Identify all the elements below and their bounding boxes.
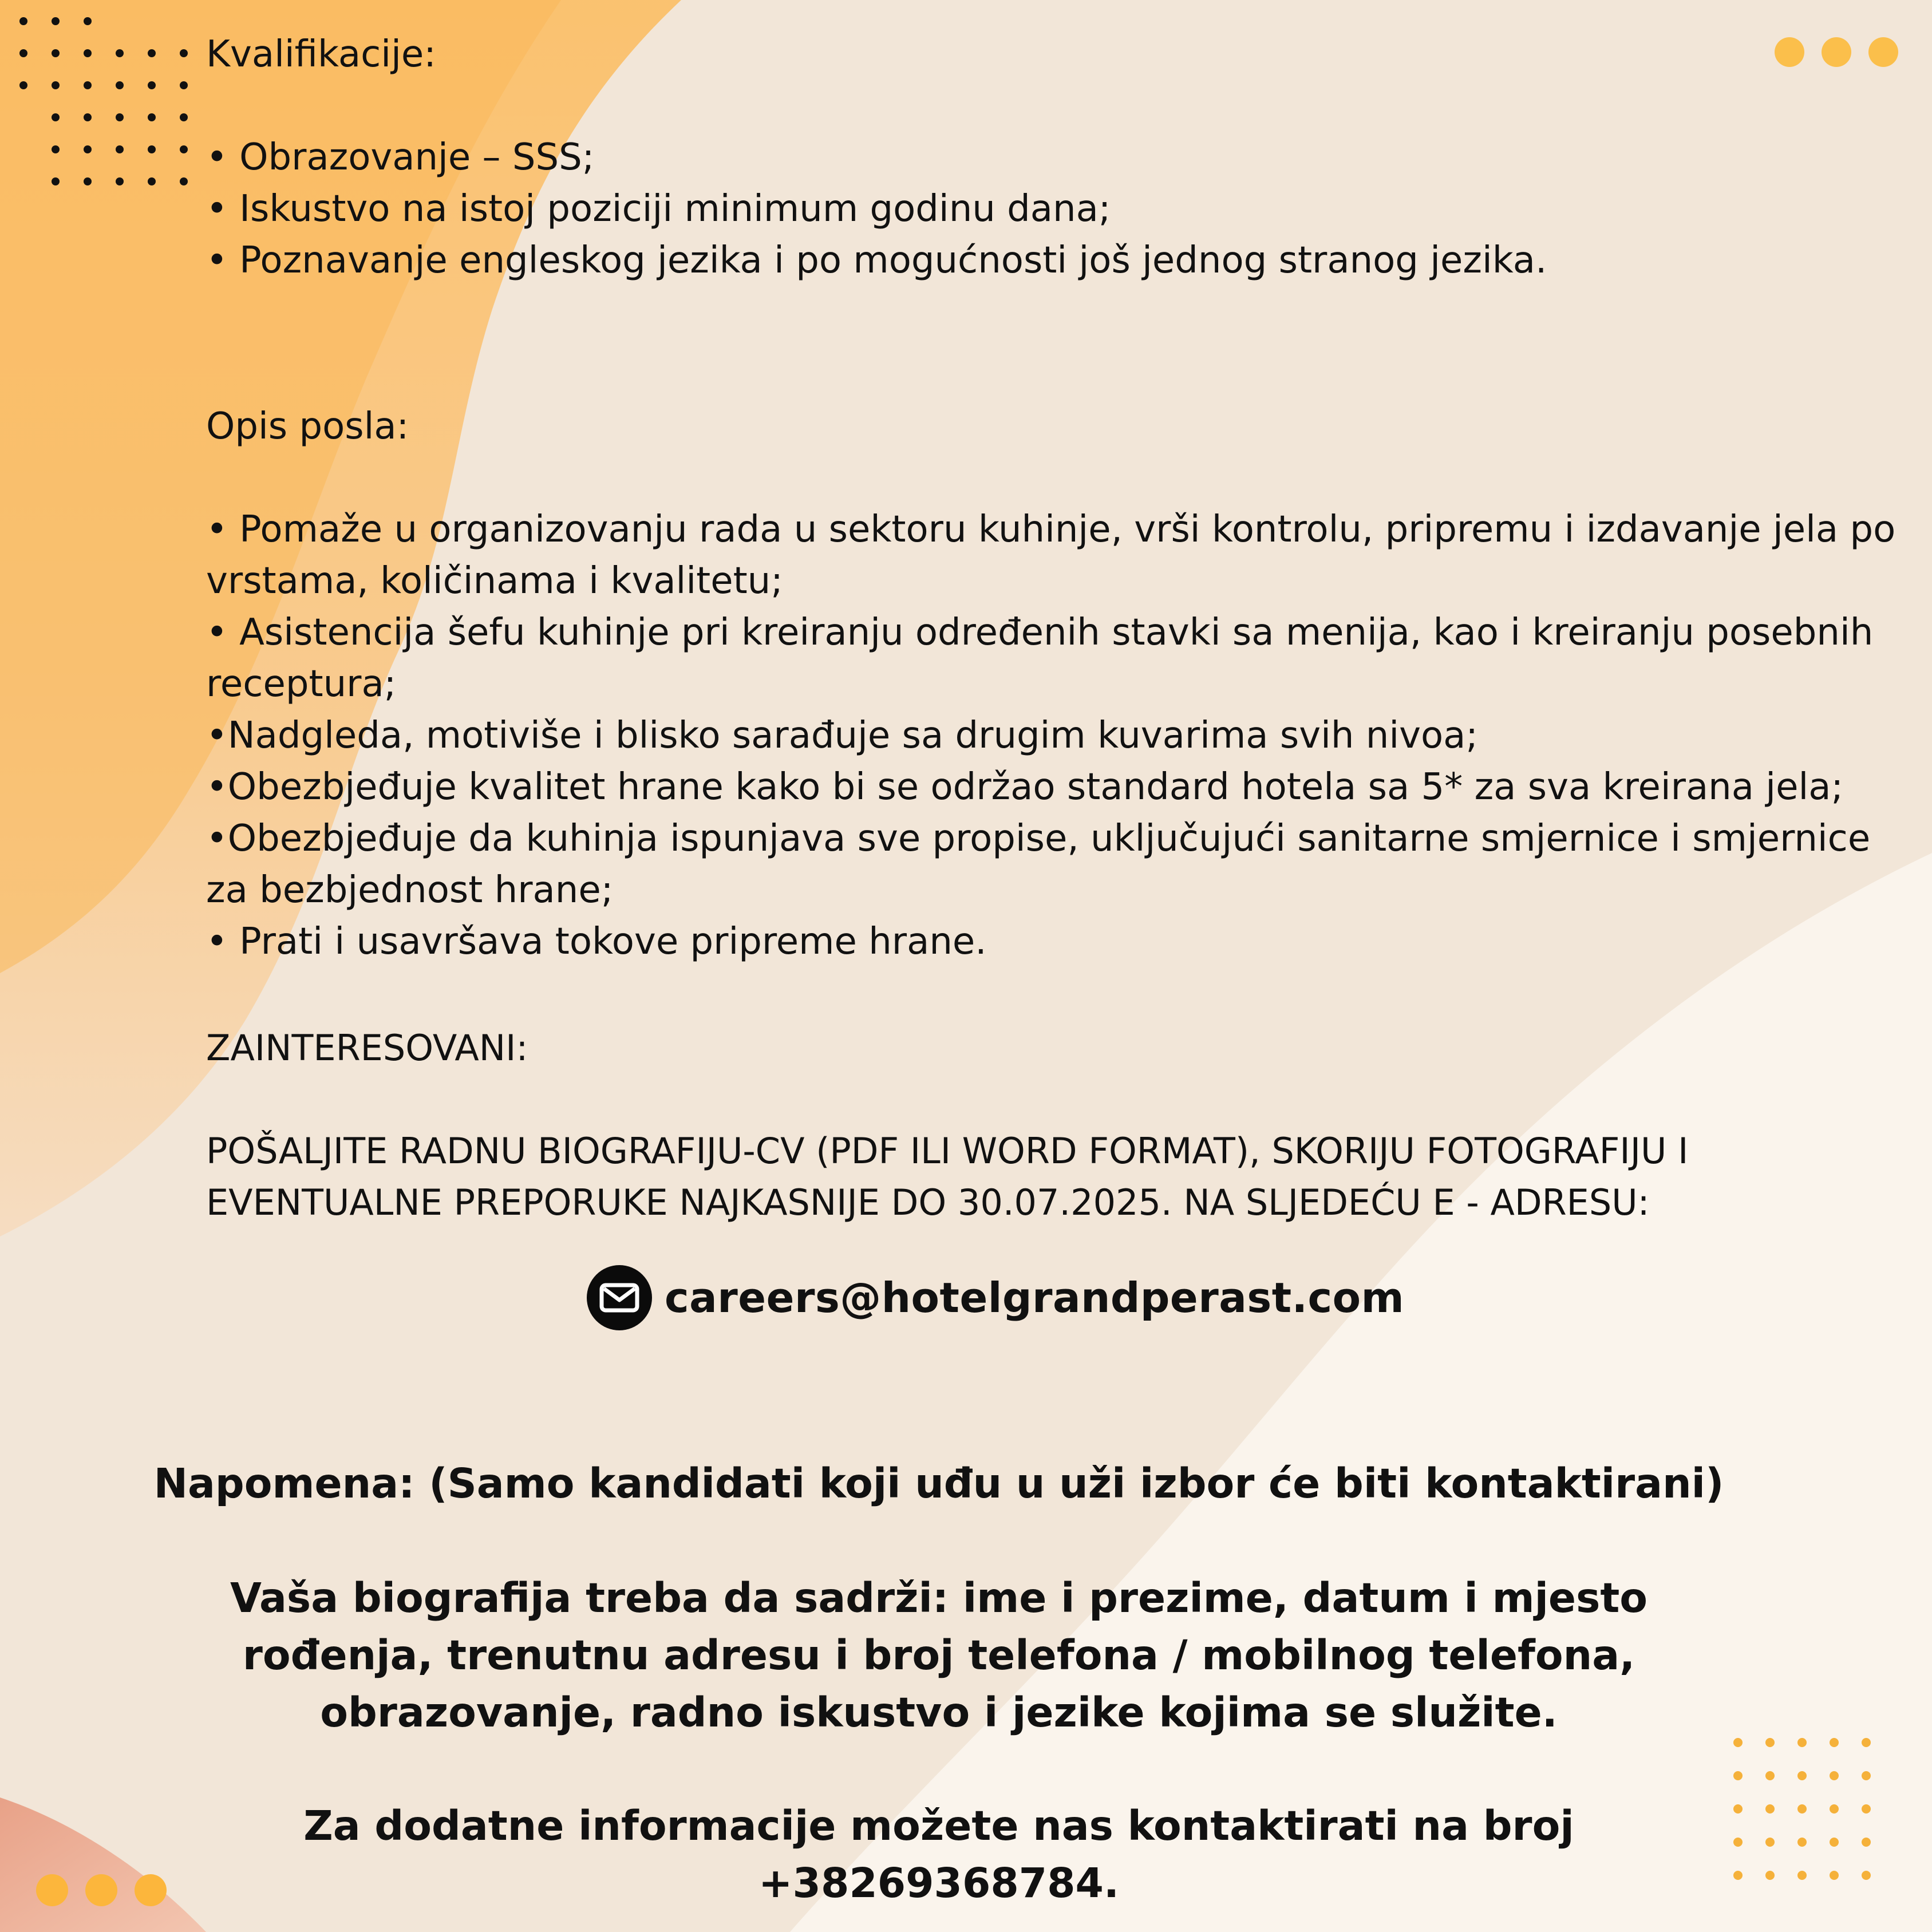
list-item: •Obezbjeđuje kvalitet hrane kako bi se održao standard hotela sa 5* za sva kreirana jela; — [206, 766, 1843, 808]
contact-phone-info: Za dodatne informacije možete nas kontaktirati na broj +38269368784. — [303, 1802, 1574, 1907]
shortlist-note: Napomena: (Samo kandidati koji uđu u uži izbor će biti kontaktirani) — [153, 1460, 1724, 1507]
application-instructions: POŠALJITE RADNU BIOGRAFIJU-CV (PDF ILI WORD FORMAT), SKORIJU FOTOGRAFIJU I EVENTUALNE PREPORUKE NAJKASNIJE DO 30.07.2025. NA SLJEDEĆU E - ADRESU: — [206, 1130, 1689, 1223]
dot-pattern-bottom-right — [1733, 1738, 1871, 1880]
list-item: • Poznavanje engleskog jezika i po mogućnosti još jednog stranog jezika. — [206, 239, 1547, 282]
interested-heading: ZAINTERESOVANI: — [206, 1027, 528, 1069]
mail-icon — [587, 1265, 652, 1330]
list-item: •Nadgleda, motiviše i blisko sarađuje sa drugim kuvarima svih nivoa; — [206, 714, 1478, 757]
dot-pattern-top-left — [19, 17, 189, 187]
email-contact[interactable] — [587, 1265, 1404, 1330]
qualifications-heading: Kvalifikacije: — [206, 33, 436, 76]
job-description-heading: Opis posla: — [206, 405, 409, 448]
qualifications-list — [206, 132, 1901, 286]
job-posting-content — [206, 29, 1901, 1228]
list-item: • Iskustvo na istoj poziciji minimum godinu dana; — [206, 188, 1111, 230]
job-description-list — [206, 504, 1901, 967]
list-item: • Prati i usavršava tokove pripreme hrane. — [206, 920, 987, 963]
email-address-link[interactable]: careers@hotelgrandperast.com — [665, 1274, 1405, 1322]
cv-requirements: Vaša biografija treba da sadrži: ime i prezime, datum i mjesto rođenja, trenutnu adresu i broj telefona / mobilnog telefona, obrazovanje, radno iskustvo i jezike kojima se služite. — [230, 1574, 1648, 1736]
list-item: • Asistencija šefu kuhinje pri kreiranju određenih stavki sa menija, kao i kreiranju posebnih receptura; — [206, 611, 1874, 705]
list-item: •Obezbjeđuje da kuhinja ispunjava sve propise, uključujući sanitarne smjernice i smjernice za bezbjednost hrane; — [206, 817, 1871, 911]
list-item: • Obrazovanje – SSS; — [206, 136, 595, 179]
list-item: • Pomaže u organizovanju rada u sektoru kuhinje, vrši kontrolu, pripremu i izdavanje jela po vrstama, količinama i kvalitetu; — [206, 508, 1896, 602]
